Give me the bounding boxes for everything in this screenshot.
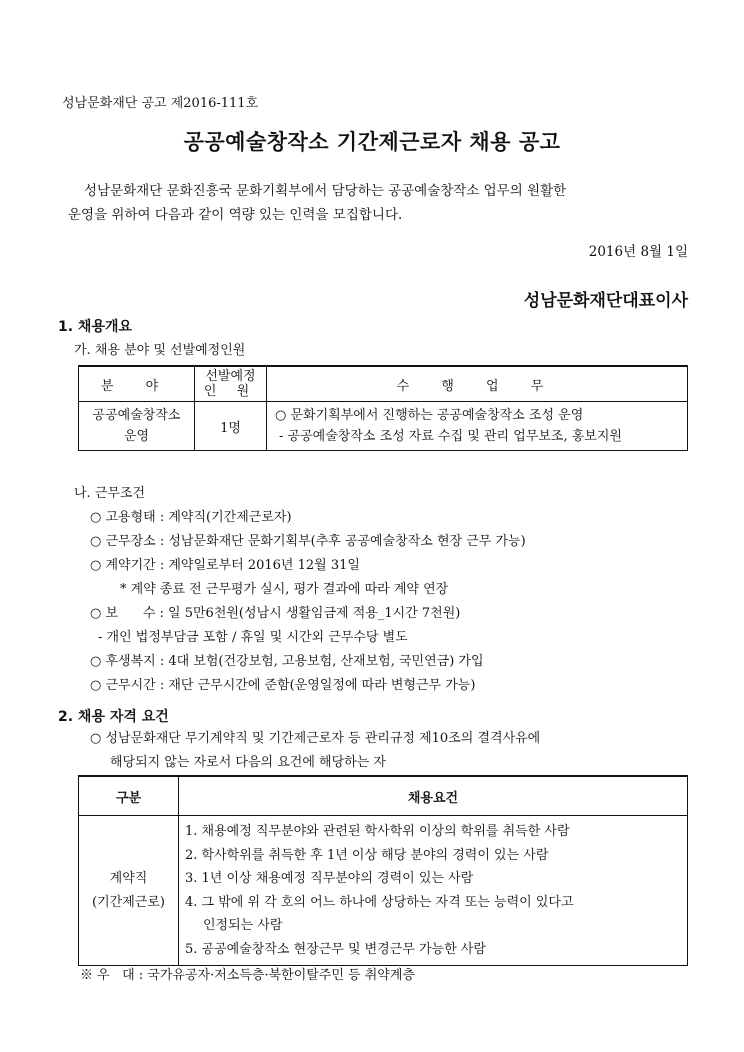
condition-note: - 개인 법정부담금 포함 / 휴일 및 시간외 근무수당 별도 bbox=[98, 630, 408, 645]
table-row bbox=[79, 816, 688, 966]
requirement-item: 3. 1년 이상 채용예정 직무분야의 경력이 있는 사람 bbox=[185, 871, 474, 886]
column-header: 수 행 업 무 bbox=[267, 366, 688, 402]
condition-note: * 계약 종료 전 근무평가 실시, 평가 결과에 따라 계약 연장 bbox=[120, 582, 449, 597]
column-header: 구분 bbox=[79, 776, 179, 816]
qualification-description: 해당되지 않는 자로서 다음의 요건에 해당하는 자 bbox=[110, 755, 386, 770]
notice-reference-number: 성남문화재단 공고 제2016-111호 bbox=[62, 96, 259, 111]
column-header: 선발예정 인 원 bbox=[195, 366, 267, 402]
requirement-item: 2. 학사학위를 취득한 후 1년 이상 해당 분야의 경력이 있는 사람 bbox=[185, 847, 549, 863]
preference-note: ※ 우 대 : 국가유공자·저소득층·북한이탈주민 등 취약계층 bbox=[80, 968, 415, 983]
section-heading: 2. 채용 자격 요건 bbox=[58, 709, 169, 725]
section-heading: 1. 채용개요 bbox=[58, 319, 133, 335]
field-cell: 공공예술창작소 운영 bbox=[79, 402, 195, 451]
page-title: 공공예술창작소 기간제근로자 채용 공고 bbox=[183, 130, 561, 154]
requirements-cell bbox=[179, 816, 688, 966]
condition-item: ○ 보 수 : 일 5만6천원(성남시 생활임금제 적용_1시간 7천원) bbox=[90, 606, 461, 621]
condition-item: ○ 근무장소 : 성남문화재단 문화기획부(추후 공공예술창작소 현장 근무 가능) bbox=[90, 534, 526, 549]
category-cell: 계약직 (기간제근로) bbox=[79, 816, 179, 966]
duty-cell: ○ 문화기획부에서 진행하는 공공예술창작소 조성 운영 - 공공예술창작소 조성 자료 수집 및 관리 업무보조, 홍보지원 bbox=[267, 402, 688, 451]
requirement-item-continued: 인정되는 사람 bbox=[203, 918, 283, 933]
notice-date: 2016년 8월 1일 bbox=[588, 244, 688, 260]
condition-item: ○ 고용형태 : 계약직(기간제근로자) bbox=[90, 510, 292, 525]
subsection-heading: 나. 근무조건 bbox=[74, 486, 146, 501]
signer: 성남문화재단대표이사 bbox=[523, 291, 688, 311]
subsection-heading: 가. 채용 분야 및 선발예정인원 bbox=[74, 343, 246, 358]
column-header: 채용요건 bbox=[179, 776, 688, 816]
column-header: 분 야 bbox=[79, 366, 195, 402]
qualification-table bbox=[78, 775, 688, 966]
requirement-item: 1. 채용예정 직무분야와 관련된 학사학위 이상의 학위를 취득한 사람 bbox=[185, 824, 570, 839]
requirement-item: 5. 공공예술창작소 현장근무 및 변경근무 가능한 사람 bbox=[185, 941, 486, 957]
count-cell: 1명 bbox=[195, 402, 267, 451]
table-header-row bbox=[79, 776, 688, 816]
condition-item: ○ 후생복지 : 4대 보험(건강보험, 고용보험, 산재보험, 국민연금) 가입 bbox=[90, 654, 484, 669]
condition-item: ○ 근무시간 : 재단 근무시간에 준함(운영일정에 따라 변형근무 가능) bbox=[90, 678, 476, 693]
intro-line: 성남문화재단 문화진흥국 문화기획부에서 담당하는 공공예술창작소 업무의 원활한 bbox=[84, 183, 567, 199]
requirement-item: 4. 그 밖에 위 각 호의 어느 하나에 상당하는 자격 또는 능력이 있다고 bbox=[185, 894, 574, 910]
table-header-row bbox=[79, 366, 688, 402]
condition-item: ○ 계약기간 : 계약일로부터 2016년 12월 31일 bbox=[90, 558, 360, 573]
recruitment-table bbox=[78, 365, 688, 451]
table-row bbox=[79, 402, 688, 451]
intro-paragraph bbox=[62, 179, 692, 227]
qualification-description: ○ 성남문화재단 무기계약직 및 기간제근로자 등 관리규정 제10조의 결격사유에 bbox=[90, 731, 541, 746]
intro-line: 운영을 위하여 다음과 같이 역량 있는 인력을 모집합니다. bbox=[68, 207, 403, 223]
